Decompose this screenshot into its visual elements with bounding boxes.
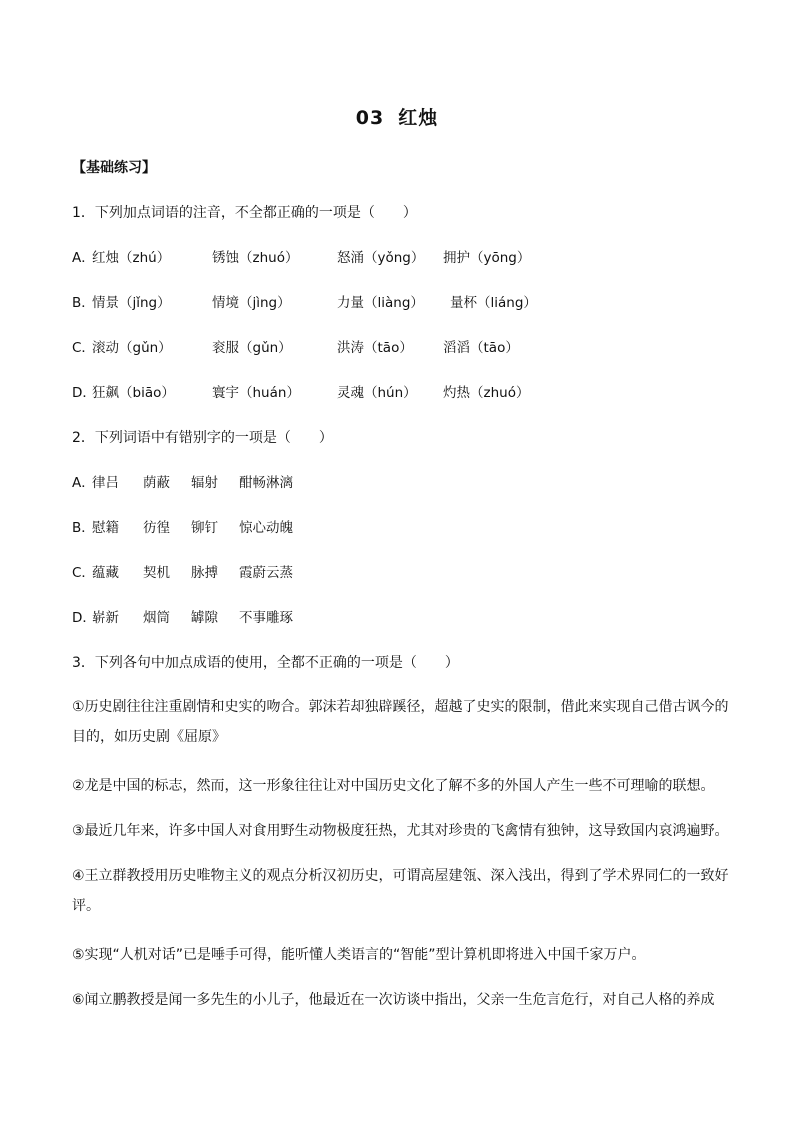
option-item: 霞蔚云蒸 [239,565,293,581]
option-item: 铆钉 [191,520,218,536]
q3-sentence-1: ①历史剧往往注重剧情和史实的吻合。郭沫若却独辟蹊径，超越了史实的限制，借此来实现自己借古讽今的目的，如历史剧《屈原》 [72,699,729,745]
option-item: 慰籍 [92,520,119,536]
q3-sentence-6: ⑥闻立鹏教授是闻一多先生的小儿子，他最近在一次访谈中指出，父亲一生危言危行，对自己人格的养成 [72,992,715,1008]
section-heading: 【基础练习】 [72,160,156,176]
option-item: 酣畅淋漓 [239,475,293,491]
option-item: 蕴藏 [92,565,119,581]
option-item: 脉搏 [191,565,218,581]
option-label: B． [72,295,95,311]
option-label: C． [72,340,95,356]
option-label: D． [72,610,96,626]
option-item: 辐射 [191,475,218,491]
option-item: 烟筒 [143,610,170,626]
option-item: 彷徨 [143,520,170,536]
option-item: 情景（jǐng） [92,295,171,311]
q3-sentence-5: ⑤实现“人机对话”已是唾手可得，能听懂人类语言的“智能”型计算机即将进入中国千家万户。 [72,947,646,963]
q1-stem: 1．下列加点词语的注音，不全都正确的一项是（ ） [72,205,417,221]
option-item: 荫蔽 [143,475,170,491]
option-item: 洪涛（tāo） [337,340,413,356]
option-item: 不事雕琢 [239,610,293,626]
option-label: A． [72,475,95,491]
q3-stem: 3．下列各句中加点成语的使用，全都不正确的一项是（ ） [72,655,459,671]
option-item: 力量（liàng） [337,295,424,311]
option-label: D． [72,385,96,401]
q3-sentence-2: ②龙是中国的标志，然而，这一形象往往让对中国历史文化了解不多的外国人产生一些不可理喻的联想。 [72,778,715,794]
option-item: 红烛（zhú） [92,250,171,266]
option-item: 灵魂（hún） [337,385,417,401]
option-item: 滚动（gǔn） [92,340,172,356]
option-item: 量杯（liáng） [450,295,537,311]
q2-stem: 2．下列词语中有错别字的一项是（ ） [72,430,333,446]
option-item: 狂飙（biāo） [92,385,175,401]
option-item: 罅隙 [191,610,218,626]
page-title [0,103,794,130]
option-item: 契机 [143,565,170,581]
option-item: 锈蚀（zhuó） [212,250,299,266]
option-item: 情境（jìng） [212,295,291,311]
option-item: 灼热（zhuó） [443,385,530,401]
option-label: A． [72,250,95,266]
option-item: 惊心动魄 [239,520,293,536]
option-label: B． [72,520,95,536]
option-label: C． [72,565,95,581]
option-item: 寰宇（huán） [212,385,300,401]
q3-sentence-3: ③最近几年来，许多中国人对食用野生动物极度狂热，尤其对珍贵的飞禽情有独钟，这导致国内哀鸿遍野。 [72,823,729,839]
q3-sentence-4: ④王立群教授用历史唯物主义的观点分析汉初历史，可谓高屋建瓴、深入浅出，得到了学术界同仁的一致好评。 [72,868,729,914]
option-item: 滔滔（tāo） [443,340,519,356]
option-item: 衮服（gǔn） [212,340,292,356]
option-item: 崭新 [92,610,119,626]
option-item: 怒涌（yǒng） [337,250,425,266]
option-item: 拥护（yōng） [443,250,531,266]
option-item: 律吕 [92,475,119,491]
lesson-number: 03 [355,107,385,129]
lesson-title: 红烛 [398,107,439,129]
